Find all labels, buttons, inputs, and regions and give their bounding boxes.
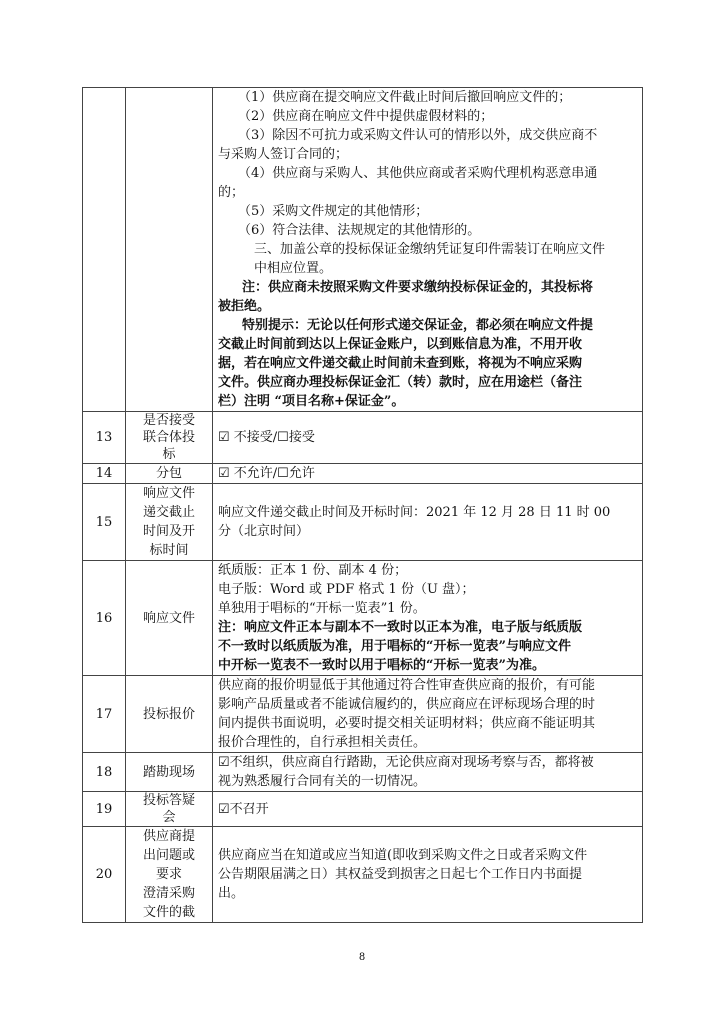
row-content [213, 561, 643, 676]
text-line: （2）供应商在响应文件中提供虚假材料的； [238, 109, 494, 124]
note-line: 注：供应商未按照采购文件要求缴纳投标保证金的，其投标将 [242, 280, 594, 295]
text-line: 纸质版：正本 1 份、副本 4 份； [218, 563, 408, 578]
checkbox-option-text: ☑ 不接受/☐接受 [218, 430, 315, 445]
text-line: 电子版：Word 或 PDF 格式 1 份（U 盘）； [218, 582, 475, 597]
table-row [83, 753, 643, 792]
row-content [213, 792, 643, 827]
key-line: 响应文件 [142, 486, 195, 501]
text-line: 响应文件递交截止时间及开标时间：2021 年 12 月 28 日 11 时 00 [218, 505, 611, 520]
row-key [126, 827, 213, 923]
table-row [83, 792, 643, 827]
row-number: 15 [83, 484, 126, 561]
row-number: 13 [83, 412, 126, 464]
row-content [213, 88, 643, 412]
key-line: 标 [162, 447, 176, 462]
key-line: 踏勘现场 [142, 764, 195, 780]
note-line: 注：响应文件正本与副本不一致时以正本为准，电子版与纸质版 [218, 620, 583, 635]
text-line: 中相应位置。 [254, 261, 333, 276]
table-row [83, 827, 643, 923]
row-number: 16 [83, 561, 126, 676]
key-line: 投标报价 [142, 706, 195, 722]
text-line: 三、加盖公章的投标保证金缴纳凭证复印件需装订在响应文件 [254, 242, 606, 257]
special-notice-line: 特别提示：无论以任何形式递交保证金，都必须在响应文件提 [242, 318, 594, 333]
text-line: （1）供应商在提交响应文件截止时间后撤回响应文件的； [238, 90, 572, 105]
key-line: 时间及开 [142, 524, 195, 539]
special-notice-line: 交截止时间前到达以上保证金账户，以到账信息为准，不用开收 [218, 337, 583, 352]
row-content [213, 676, 643, 753]
key-line: 会 [162, 810, 176, 825]
row-key [126, 88, 213, 412]
text-line: （3）除因不可抗力或采购文件认可的情形以外，成交供应商不 [238, 128, 598, 143]
special-notice-line: 据，若在响应文件递交截止时间前未查到账，将视为不响应采购 [218, 356, 583, 371]
row-key [126, 753, 213, 792]
key-line: 标时间 [149, 543, 189, 558]
text-line: ☑不组织，供应商自行踏勘，无论供应商对现场考察与否，都将被 [218, 755, 594, 770]
checkbox-option-text: ☑不召开 [218, 801, 269, 817]
text-line: 与采购人签订合同的； [218, 147, 349, 162]
row-number: 18 [83, 753, 126, 792]
key-line: 投标答疑 [142, 793, 195, 808]
row-content [213, 464, 643, 484]
row-content [213, 412, 643, 464]
table-row [83, 484, 643, 561]
row-content [213, 827, 643, 923]
key-line: 联合体投 [142, 430, 195, 445]
note-line: 被拒绝。 [218, 299, 271, 314]
key-line: 澄清采购 [142, 886, 195, 901]
note-line: 中开标一览表不一致时以用于唱标的“开标一览表”为准。 [218, 658, 545, 673]
text-line: 间内提供书面说明，必要时提交相关证明材料；供应商不能证明其 [218, 716, 596, 731]
row-number: 19 [83, 792, 126, 827]
table-row [83, 464, 643, 484]
special-notice-line: 文件。供应商办理投标保证金汇（转）款时，应在用途栏（备注 [218, 375, 583, 390]
key-line: 分包 [155, 466, 182, 481]
row-number: 20 [83, 827, 126, 923]
key-line: 供应商提 [142, 829, 195, 844]
text-line: 公告期限届满之日）其权益受到损害之日起七个工作日内书面提 [218, 867, 583, 882]
table-row [83, 676, 643, 753]
text-line: 视为熟悉履行合同有关的一切情况。 [218, 774, 427, 789]
key-line: 响应文件 [142, 610, 195, 626]
row-key [126, 412, 213, 464]
row-content [213, 753, 643, 792]
checkbox-option-text: ☑ 不允许/☐允许 [218, 466, 315, 481]
text-line: （5）采购文件规定的其他情形； [238, 204, 429, 219]
table-row [83, 412, 643, 464]
page-number: 8 [358, 952, 366, 963]
text-line: （6）符合法律、法规规定的其他情形的。 [238, 223, 481, 238]
text-line: 分（北京时间） [218, 524, 310, 539]
row-content [213, 484, 643, 561]
key-line: 是否接受 [142, 413, 195, 428]
row-key [126, 561, 213, 676]
row-key [126, 464, 213, 484]
text-line: 出。 [218, 886, 245, 901]
text-line: 单独用于唱标的“开标一览表”1 份。 [218, 601, 426, 616]
row-number [83, 88, 126, 412]
table-row [83, 88, 643, 412]
text-line: （4）供应商与采购人、其他供应商或者采购代理机构恶意串通 [238, 166, 598, 181]
row-key [126, 484, 213, 561]
special-notice-line: 栏）注明 “项目名称+保证金”。 [218, 394, 405, 409]
procurement-info-table [82, 87, 643, 923]
text-line: 的； [218, 185, 245, 200]
text-line: 供应商的报价明显低于其他通过符合性审查供应商的报价，有可能 [218, 678, 596, 693]
row-number: 17 [83, 676, 126, 753]
key-line: 文件的截 [142, 905, 195, 920]
key-line: 要求 [155, 867, 182, 882]
text-line: 报价合理性的，自行承担相关责任。 [218, 735, 427, 750]
row-key [126, 676, 213, 753]
table-row [83, 561, 643, 676]
row-key [126, 792, 213, 827]
key-line: 递交截止 [142, 505, 195, 520]
note-line: 不一致时以纸质版为准，用于唱标的“开标一览表”与响应文件 [218, 639, 571, 654]
text-line: 供应商应当在知道或应当知道(即收到采购文件之日或者采购文件 [218, 848, 588, 863]
row-number: 14 [83, 464, 126, 484]
key-line: 出问题或 [142, 848, 195, 863]
text-line: 影响产品质量或者不能诚信履约的，供应商应在评标现场合理的时 [218, 697, 596, 712]
